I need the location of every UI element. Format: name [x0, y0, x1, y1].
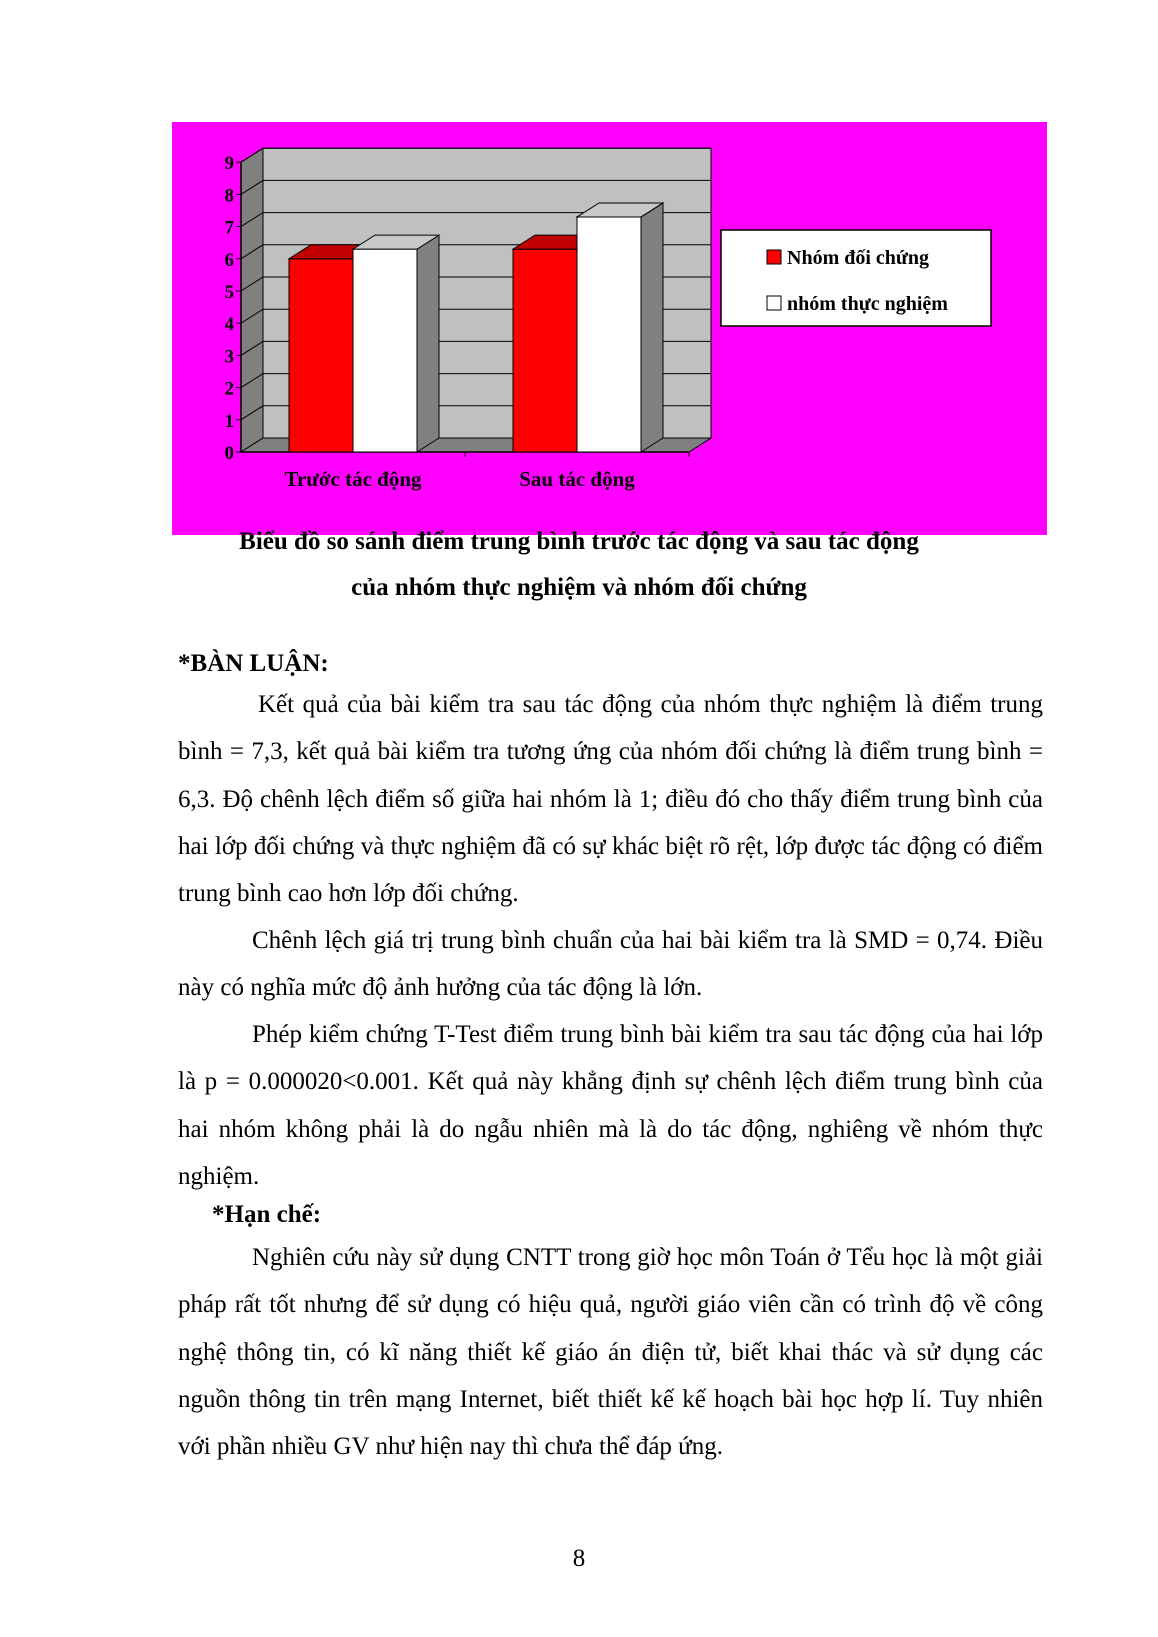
chart-y-tick-label: 2 [224, 378, 234, 400]
chart-caption-line-2: của nhóm thực nghiệm và nhóm đối chứng [351, 574, 807, 601]
chart-y-tick-label: 6 [224, 249, 234, 271]
discussion-paragraph-1: Kết quả của bài kiểm tra sau tác động của nhóm thực nghiệm là điểm trung bình = 7,3, kết quả bài kiểm tra tương ứng của nhóm đối chứng là điểm trung bình = 6,3. Độ chênh lệch điểm số giữa hai nhóm là 1; điều đó cho thấy điểm trung bình của hai lớp đối chứng và thực nghiệm đã có sự khác biệt rõ rệt, lớp được tác động có điểm trung bình cao hơn lớp đối chứng. [178, 691, 1043, 908]
chart-y-tick-label: 9 [224, 153, 234, 175]
discussion-heading: *BÀN LUẬN: [178, 650, 329, 677]
chart-legend-swatch [767, 250, 781, 264]
chart-y-tick-label: 7 [224, 217, 234, 239]
chart-y-tick-label: 5 [224, 282, 234, 303]
chart-bar-side [417, 235, 439, 452]
chart-bar-side [641, 203, 663, 452]
chart-caption-line-1: Biểu đồ so sánh điểm trung bình trước tác động và sau tác động [239, 528, 919, 555]
limitations-paragraph: Nghiên cứu này sử dụng CNTT trong giờ học môn Toán ở Tểu học là một giải pháp rất tốt nhưng để sử dụng có hiệu quả, người giáo viên cần có trình độ về công nghệ thông tin, có kĩ năng thiết kế giáo án điện tử, biết khai thác và sử dụng các nguồn thông tin trên mạng Internet, biết thiết kế kế hoạch bài học hợp lí. Tuy nhiên với phần nhiều GV như hiện nay thì chưa thể đáp ứng. [178, 1244, 1043, 1461]
chart-y-tick-label: 8 [224, 185, 234, 207]
chart-category-label: Trước tác động [284, 467, 422, 491]
chart-y-tick-label: 4 [224, 314, 234, 336]
chart-legend-label: nhóm thực nghiệm [787, 293, 948, 315]
chart-legend-swatch [767, 296, 781, 310]
chart-bar-front [577, 217, 641, 452]
discussion-paragraph-3: Phép kiểm chứng T-Test điểm trung bình bài kiểm tra sau tác động của hai lớp là p = 0.000020<0.001. Kết quả này khẳng định sự chênh lệch điểm trung bình của hai nhóm không phải là do ngẫu nhiên mà là do tác động, nghiêng về nhóm thực nghiệm. [178, 1021, 1043, 1190]
chart-y-tick-label: 3 [224, 346, 234, 368]
chart-y-tick-label: 1 [224, 410, 234, 432]
chart [172, 122, 1047, 535]
chart-bar-front [513, 249, 577, 452]
limitations-heading: *Hạn chế: [212, 1201, 322, 1228]
chart-legend-label: Nhóm đối chứng [787, 247, 930, 269]
chart-category-label: Sau tác động [519, 467, 635, 491]
chart-bar-front [289, 259, 353, 452]
page-number: 8 [572, 1545, 586, 1572]
chart-bar-front [353, 249, 417, 452]
chart-y-tick-label: 0 [224, 443, 234, 464]
chart-svg [172, 122, 1047, 535]
chart-side-wall [241, 148, 263, 452]
discussion-paragraph-2: Chênh lệch giá trị trung bình chuẩn của hai bài kiểm tra là SMD = 0,74. Điều này có nghĩa mức độ ảnh hưởng của tác động là lớn. [178, 927, 1043, 1002]
